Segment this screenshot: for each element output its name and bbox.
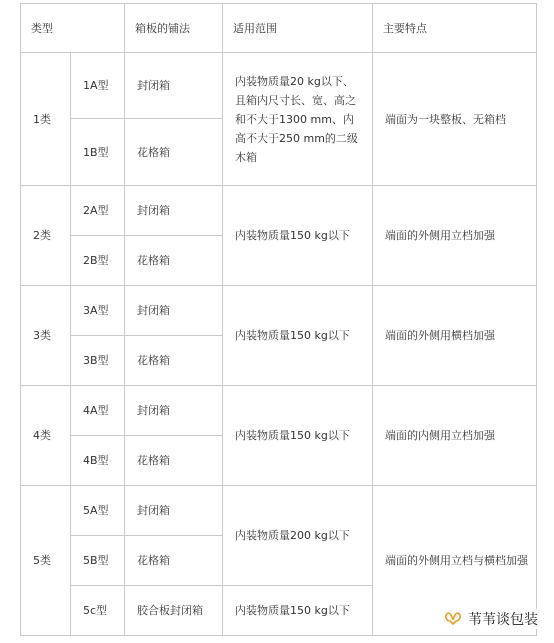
class-label: 3类 — [21, 286, 71, 386]
class-label: 5类 — [21, 486, 71, 636]
wechat-channel-icon — [443, 609, 463, 629]
subtype-code: 4B型 — [71, 436, 125, 486]
applicable-range: 内装物质量150 kg以下 — [223, 186, 373, 286]
subtype-code: 5B型 — [71, 536, 125, 586]
subtype-code: 5A型 — [71, 486, 125, 536]
subtype-code: 3A型 — [71, 286, 125, 336]
main-feature: 端面的外侧用立档与横档加强 — [373, 486, 537, 636]
header-range: 适用范围 — [223, 4, 373, 53]
board-method: 封闭箱 — [125, 486, 223, 536]
header-board-method: 箱板的铺法 — [125, 4, 223, 53]
applicable-range: 内装物质量150 kg以下 — [223, 386, 373, 486]
header-type: 类型 — [21, 4, 125, 53]
subtype-code: 1A型 — [71, 53, 125, 119]
applicable-range: 内装物质量150 kg以下 — [223, 586, 373, 636]
board-method: 花格箱 — [125, 119, 223, 186]
subtype-code: 4A型 — [71, 386, 125, 436]
board-method: 花格箱 — [125, 236, 223, 286]
board-method: 封闭箱 — [125, 286, 223, 336]
main-feature: 端面为一块整板、无箱档 — [373, 53, 537, 186]
main-feature: 端面的外侧用横档加强 — [373, 286, 537, 386]
main-feature: 端面的内侧用立档加强 — [373, 386, 537, 486]
class-label: 1类 — [21, 53, 71, 186]
table-row — [21, 486, 537, 536]
subtype-code: 5c型 — [71, 586, 125, 636]
board-method: 封闭箱 — [125, 186, 223, 236]
board-method: 封闭箱 — [125, 53, 223, 119]
subtype-code: 1B型 — [71, 119, 125, 186]
header-feature: 主要特点 — [373, 4, 537, 53]
board-method: 花格箱 — [125, 336, 223, 386]
wooden-box-type-table — [20, 3, 537, 636]
class-label: 2类 — [21, 186, 71, 286]
board-method: 花格箱 — [125, 436, 223, 486]
watermark — [443, 609, 538, 629]
applicable-range: 内装物质量200 kg以下 — [223, 486, 373, 586]
applicable-range: 内装物质量20 kg以下、且箱内尺寸长、宽、高之和不大于1300 mm、内高不大于250 mm的二级木箱 — [223, 53, 373, 186]
subtype-code: 3B型 — [71, 336, 125, 386]
applicable-range: 内装物质量150 kg以下 — [223, 286, 373, 386]
board-method: 花格箱 — [125, 536, 223, 586]
watermark-text: 苇苇谈包装 — [468, 612, 538, 628]
subtype-code: 2B型 — [71, 236, 125, 286]
subtype-code: 2A型 — [71, 186, 125, 236]
table-header-row — [21, 4, 537, 53]
board-method: 封闭箱 — [125, 386, 223, 436]
table-row — [21, 186, 537, 236]
main-feature: 端面的外侧用立档加强 — [373, 186, 537, 286]
board-method: 胶合板封闭箱 — [125, 586, 223, 636]
table-row — [21, 386, 537, 436]
table-row — [21, 286, 537, 336]
class-label: 4类 — [21, 386, 71, 486]
table-row — [21, 53, 537, 119]
